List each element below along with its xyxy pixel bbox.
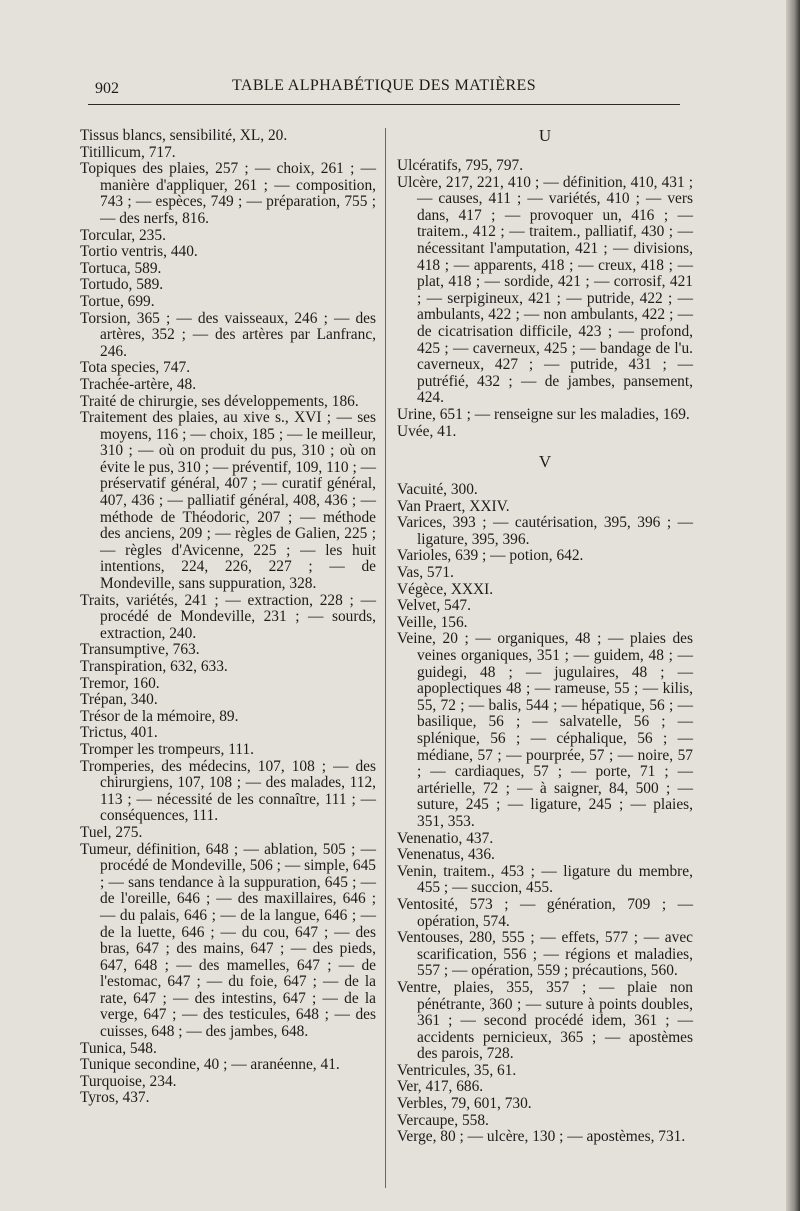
index-entry: Topiques des plaies, 257 ; — choix, 261 ; — manière d'appliquer, 261 ; — composition, 743 ; — espèces, 749 ; — préparation, 755 ; — des nerfs, 816. xyxy=(80,160,376,227)
index-entry: Tromperies, des médecins, 107, 108 ; — des chirurgiens, 107, 108 ; — des malades, 112, 113 ; — nécessité de les connaître, 111 ; — conséquences, 111. xyxy=(80,757,376,825)
book-edge-shadow xyxy=(786,0,800,1211)
index-entry: Tortuca, 589. xyxy=(80,259,162,277)
index-entry: Tromper les trompeurs, 111. xyxy=(80,740,254,758)
index-entry: Uvée, 41. xyxy=(397,422,457,440)
index-entry: Torcular, 235. xyxy=(80,226,166,244)
index-entry: Traité de chirurgie, ses développements, 186. xyxy=(80,392,359,410)
index-entry: Tota species, 747. xyxy=(80,359,191,377)
index-entry: Ver, 417, 686. xyxy=(397,1078,484,1096)
running-title: TABLE ALPHABÉTIQUE DES MATIÈRES xyxy=(232,77,537,94)
section-letter-v: V xyxy=(538,452,552,472)
index-entry: Venin, traitem., 453 ; — ligature du membre, 455 ; — succion, 455. xyxy=(397,862,693,897)
index-entry: Traitement des plaies, au xive s., XVI ; — ses moyens, 116 ; — choix, 185 ; — le meilleur, 310 ; — où on produit du pus, 310 ; où on évite le pus, 310 ; — préventif, 109, 110 ; — préservatif général, 407 ; — curatif général, 407, 436 ; — palliatif général, 408, 436 ; — méthode de Théodoric, 207 ; — méthode des anciens, 209 ; — règles de Galien, 225 ; — règles d'Avicenne, 225 ; — les huit intentions, 224, 226, 227 ; — de Mondeville, sans suppuration, 328. xyxy=(80,409,376,593)
index-entry: Trachée-artère, 48. xyxy=(80,375,197,393)
index-entry: Ulcératifs, 795, 797. xyxy=(397,157,524,174)
index-entry: Tyros, 437. xyxy=(80,1089,150,1107)
index-entry: Tortio ventris, 440. xyxy=(80,243,198,261)
index-entry: Traits, variétés, 241 ; — extraction, 228 ; — procédé de Mondeville, 231 ; — sourds, extraction, 240. xyxy=(80,591,376,642)
index-entry: Ulcère, 217, 221, 410 ; — définition, 410, 431 ; — causes, 411 ; — variétés, 410 ; — vers dans, 417 ; — provoquer un, 416 ; — traitem., 412 ; — traitem., palliatif, 430 ; — nécessitant l'amputation, 421 ; — divisions, 418 ; — apparents, 418 ; — creux, 418 ; — plat, 418 ; — sordide, 421 ; — corrosif, 421 ; — serpigineux, 421 ; — putride, 422 ; — ambulants, 422 ; — non ambulants, 422 ; — de cicatrisation difficile, 423 ; — profond, 425 ; — caverneux, 425 ; — bandage de l'u. caverneux, 427 ; — putride, 431 ; — putréfié, 432 ; — de jambes, pansement, 424. xyxy=(397,173,693,407)
index-entry: Venenatus, 436. xyxy=(397,846,495,864)
index-entry: Ventouses, 280, 555 ; — effets, 577 ; — avec scarification, 556 ; — régions et maladies, 557 ; — opération, 559 ; précautions, 560. xyxy=(397,929,693,980)
index-entry: Tortudo, 589. xyxy=(80,276,164,294)
index-entry: Trépan, 340. xyxy=(80,691,158,709)
index-column-right xyxy=(397,128,693,1146)
index-entry: Urine, 651 ; — renseigne sur les maladies, 169. xyxy=(397,405,690,423)
index-entry: Végèce, XXXI. xyxy=(397,580,494,598)
index-entry: Verge, 80 ; — ulcère, 130 ; — apostèmes, 731. xyxy=(397,1128,686,1146)
index-entry: Varices, 393 ; — cautérisation, 395, 396 ; — ligature, 395, 396. xyxy=(397,514,693,548)
index-entry: Torsion, 365 ; — des vaisseaux, 246 ; — des artères, 352 ; — des artères par Lanfranc, 246. xyxy=(80,309,376,360)
index-entry: Vas, 571. xyxy=(397,564,454,582)
index-entry: Tremor, 160. xyxy=(80,674,160,692)
index-entry: Veine, 20 ; — organiques, 48 ; — plaies des veines organiques, 351 ; — guidem, 48 ; — guidegi, 48 ; — jugulaires, 48 ; — apoplectiques 48 ; — rameuse, 55 ; — kilis, 55, 72 ; — balis, 544 ; — hépatique, 56 ; — basilique, 56 ; — salvatelle, 56 ; — splénique, 56 ; — céphalique, 56 ; — médiane, 57 ; — pourprée, 57 ; — noire, 57 ; — cardiaques, 57 ; — porte, 71 ; — artérielle, 72 ; — à saigner, 84, 500 ; — suture, 245 ; — ligature, 245 ; — plaies, 351, 353. xyxy=(397,630,693,830)
index-entry: Verbles, 79, 601, 730. xyxy=(397,1095,532,1113)
index-entry: Tumeur, définition, 648 ; — ablation, 505 ; — procédé de Mondeville, 506 ; — simple, 645 ; — sans tendance à la suppuration, 645 ; — de l'oreille, 646 ; — des maxillaires, 646 ; — du palais, 646 ; — de la langue, 646 ; — de la luette, 646 ; — du cou, 647 ; — des bras, 647 ; des mains, 647 ; — des pieds, 647, 648 ; — des mamelles, 647 ; — de l'estomac, 647 ; — du foie, 647 ; — de la rate, 647 ; — des intestins, 647 ; — de la verge, 647 ; — des testicules, 648 ; — des cuisses, 648 ; — des jambes, 648. xyxy=(80,840,376,1041)
index-entry: Tuel, 275. xyxy=(80,823,143,841)
index-entry: Trictus, 401. xyxy=(80,724,158,742)
index-entry: Veille, 156. xyxy=(397,613,468,631)
index-entry: Ventosité, 573 ; — génération, 709 ; — opération, 574. xyxy=(397,895,693,930)
index-entry: Trésor de la mémoire, 89. xyxy=(80,707,239,725)
index-list-v xyxy=(397,482,693,1146)
header-rule xyxy=(88,104,680,105)
index-entry: Varioles, 639 ; — potion, 642. xyxy=(397,547,584,565)
index-entry: Vacuité, 300. xyxy=(397,481,478,499)
index-entry: Venenatio, 437. xyxy=(397,829,494,847)
index-column-left xyxy=(80,128,376,1107)
index-entry: Titillicum, 717. xyxy=(80,143,176,161)
index-entry: Tortue, 699. xyxy=(80,292,155,310)
index-entry: Transpiration, 632, 633. xyxy=(80,658,228,675)
index-entry: Ventre, plaies, 355, 357 ; — plaie non pénétrante, 360 ; — suture à points doubles, 361 ; — second procédé idem, 361 ; — accidents pernicieux, 365 ; — apostèmes des parois, 728. xyxy=(397,978,693,1063)
column-divider xyxy=(385,128,386,1188)
index-entry: Tissus blancs, sensibilité, XL, 20. xyxy=(80,127,288,144)
index-entry: Tunica, 548. xyxy=(80,1039,157,1057)
page-number: 902 xyxy=(95,80,119,97)
index-entry: Tunique secondine, 40 ; — aranéenne, 41. xyxy=(80,1056,340,1074)
index-entry: Van Praert, XXIV. xyxy=(397,497,510,515)
section-letter-u: U xyxy=(538,126,552,145)
index-entry: Velvet, 547. xyxy=(397,597,471,615)
index-entry: Vercaupe, 558. xyxy=(397,1111,489,1129)
index-entry: Transumptive, 763. xyxy=(80,641,200,659)
index-entry: Turquoise, 234. xyxy=(80,1072,177,1090)
index-entry: Ventricules, 35, 61. xyxy=(397,1061,517,1079)
page-header xyxy=(0,0,786,110)
index-list-u xyxy=(397,158,693,440)
